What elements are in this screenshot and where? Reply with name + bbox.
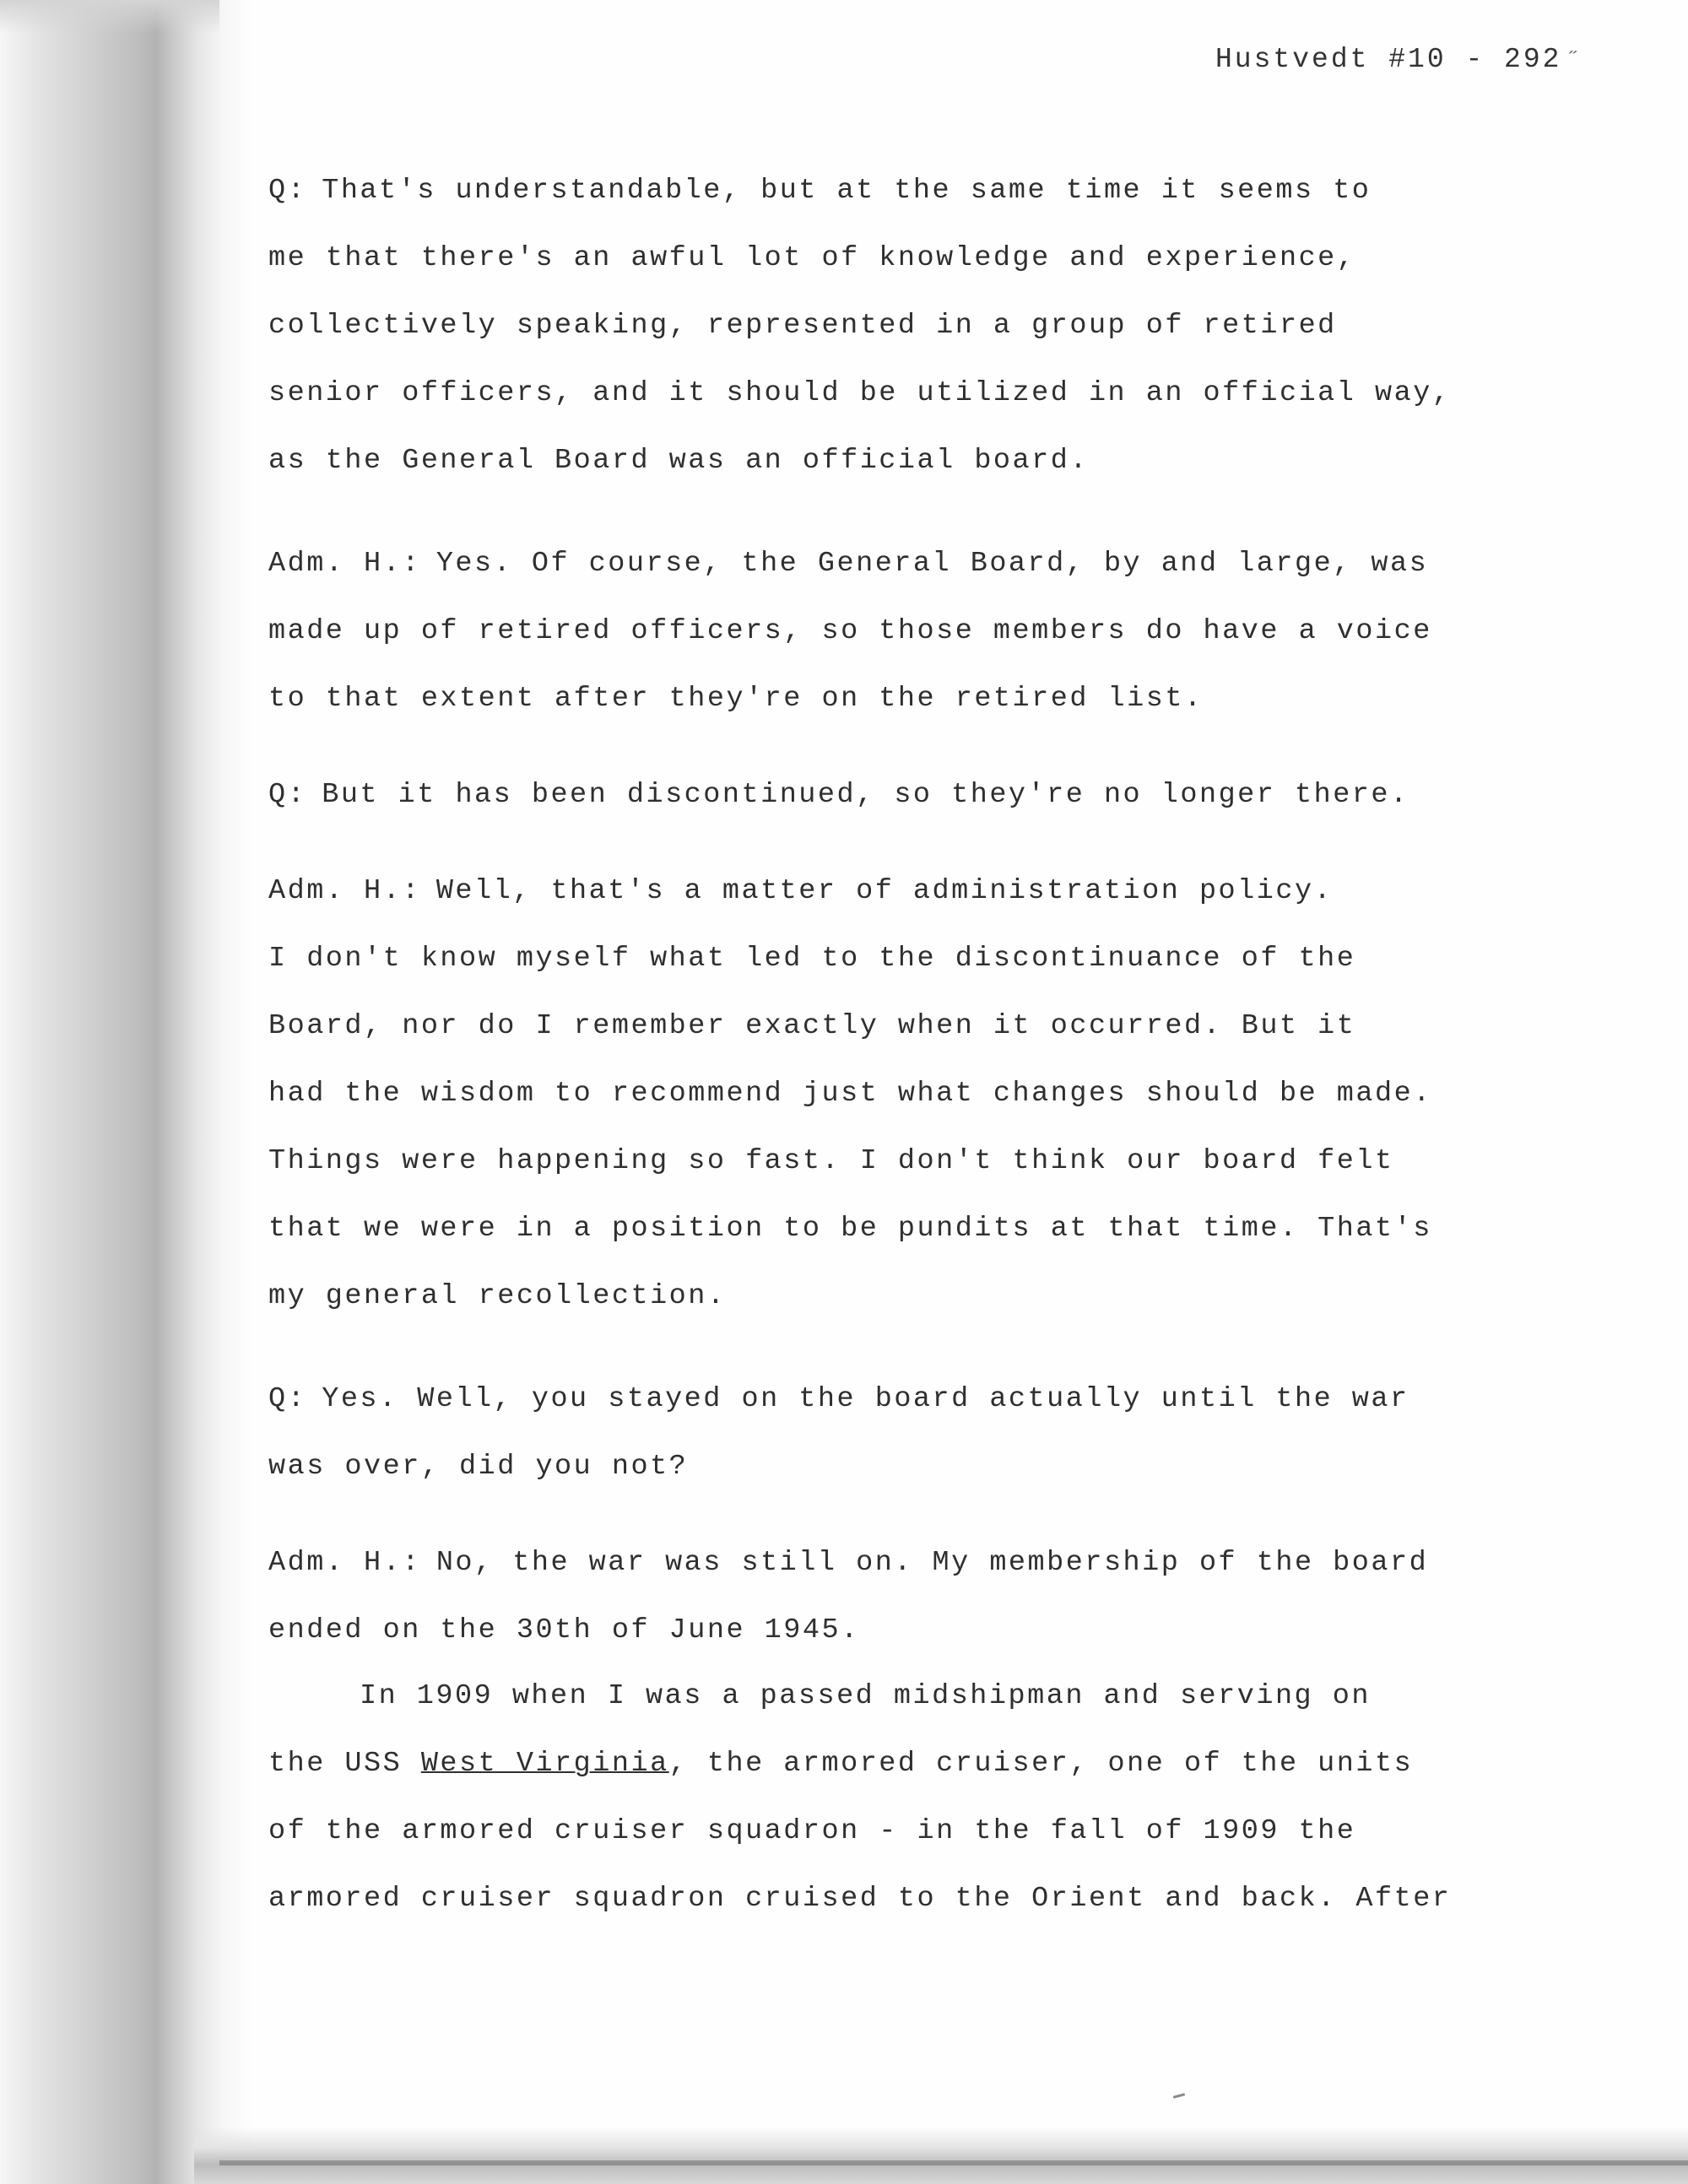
text-line xyxy=(268,1597,1428,1664)
line-text: Yes. Well, you stayed on the board actually until the war xyxy=(322,1383,1409,1415)
text-line xyxy=(268,857,1432,925)
line-text: That's understandable, but at the same time it seems to xyxy=(322,175,1372,207)
line-text: of the armored cruiser squadron - in the fall of 1909 the xyxy=(268,1815,1356,1847)
line-text: In 1909 when I was a passed midshipman and serving on xyxy=(360,1680,1371,1712)
speaker-label: Q: xyxy=(268,1383,307,1415)
line-text: Yes. Of course, the General Board, by and large, was xyxy=(436,548,1429,580)
paragraph-answer-3 xyxy=(268,1529,1428,1664)
text-line xyxy=(268,292,1451,359)
line-text: as the General Board was an official board. xyxy=(268,445,1089,477)
text-line xyxy=(268,1127,1432,1195)
header-mark: ˝ xyxy=(1568,48,1585,73)
page-reference: Hustvedt #10 - 292 xyxy=(1215,44,1562,75)
text-line xyxy=(268,1365,1409,1433)
speaker-label: Adm. H.: xyxy=(268,875,421,907)
text-line xyxy=(268,530,1432,597)
text-line xyxy=(268,1662,1451,1730)
text-line xyxy=(268,1865,1451,1933)
text-line xyxy=(268,1529,1428,1597)
line-text: Things were happening so fast. I don't think our board felt xyxy=(268,1145,1394,1177)
line-text: made up of retired officers, so those members do have a voice xyxy=(268,615,1432,647)
line-text: me that there's an awful lot of knowledge and experience, xyxy=(268,242,1356,274)
line-text: the USS xyxy=(268,1748,421,1780)
paragraph-question-1 xyxy=(268,157,1451,495)
line-text: Well, that's a matter of administration policy. xyxy=(436,875,1334,907)
line-text: that we were in a position to be pundits at that time. That's xyxy=(268,1213,1432,1245)
line-text: I don't know myself what led to the discontinuance of the xyxy=(268,943,1356,975)
binding-shadow xyxy=(0,0,253,2184)
text-line xyxy=(268,1433,1409,1500)
line-text: , the armored cruiser, one of the units xyxy=(668,1748,1414,1780)
page-bottom-edge xyxy=(219,2160,1688,2165)
text-line xyxy=(268,761,1409,829)
speaker-label: Q: xyxy=(268,779,307,811)
text-line xyxy=(268,665,1432,733)
text-line xyxy=(268,1262,1432,1330)
line-text: armored cruiser squadron cruised to the Orient and back. After xyxy=(268,1883,1452,1915)
speaker-label: Q: xyxy=(268,175,307,207)
paragraph-question-2 xyxy=(268,761,1409,829)
paragraph-answer-2 xyxy=(268,857,1432,1330)
text-line xyxy=(268,925,1432,992)
text-line xyxy=(268,359,1451,427)
line-text: Board, nor do I remember exactly when it occurred. But it xyxy=(268,1010,1356,1042)
text-line xyxy=(268,1797,1451,1865)
line-text: But it has been discontinued, so they're no longer there. xyxy=(322,779,1409,811)
line-text: ended on the 30th of June 1945. xyxy=(268,1614,860,1646)
line-text: my general recollection. xyxy=(268,1280,727,1312)
text-line xyxy=(268,427,1451,495)
binding-shadow-top xyxy=(0,0,219,34)
page-bottom-shadow xyxy=(194,2127,1688,2184)
speaker-label: Adm. H.: xyxy=(268,548,421,580)
ink-speck xyxy=(1173,2093,1185,2099)
text-line xyxy=(268,157,1451,224)
line-text: was over, did you not? xyxy=(268,1451,689,1483)
text-line xyxy=(268,1060,1432,1127)
text-line xyxy=(268,1195,1432,1262)
line-text: senior officers, and it should be utilized in an official way, xyxy=(268,377,1452,409)
line-text: collectively speaking, represented in a group of retired xyxy=(268,310,1337,342)
paragraph-question-3 xyxy=(268,1365,1409,1500)
line-text: No, the war was still on. My membership of the board xyxy=(436,1547,1429,1579)
text-line xyxy=(268,224,1451,292)
page-header xyxy=(1215,44,1584,75)
ship-name: West Virginia xyxy=(420,1748,669,1780)
text-line xyxy=(268,1730,1451,1797)
line-text: had the wisdom to recommend just what changes should be made. xyxy=(268,1078,1432,1110)
line-text: to that extent after they're on the retired list. xyxy=(268,683,1204,715)
paragraph-answer-1 xyxy=(268,530,1432,733)
text-line xyxy=(268,597,1432,665)
speaker-label: Adm. H.: xyxy=(268,1547,421,1579)
text-line xyxy=(268,992,1432,1060)
paragraph-narrative xyxy=(268,1662,1451,1933)
